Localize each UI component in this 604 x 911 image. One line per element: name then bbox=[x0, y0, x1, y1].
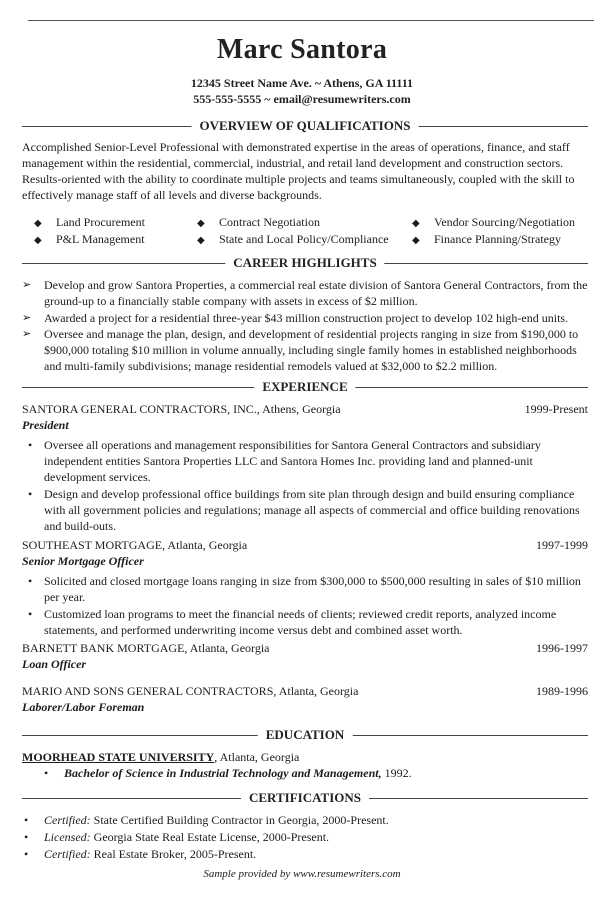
bullet-icon: • bbox=[44, 766, 49, 780]
overview-paragraph: Accomplished Senior-Level Professional with demonstrated expertise in the areas of operations, finance, and staff management within the residential, commercial, industrial, and retail land development and construction sectors. Results-oriented with the ability to coordinate multiple projects and teams simultaneously, coupled with the skill to effectively manage staff of all levels and diverse backgrounds. bbox=[22, 140, 575, 202]
education-institution bbox=[22, 749, 299, 765]
section-title: EXPERIENCE bbox=[254, 379, 355, 395]
company-name: MARIO AND SONS GENERAL CONTRACTORS, Atlanta, Georgia bbox=[22, 684, 359, 698]
arrow-bullet-icon: ➢ bbox=[22, 328, 32, 340]
section-title: OVERVIEW OF QUALIFICATIONS bbox=[192, 118, 419, 134]
diamond-bullet-icon: ◆ bbox=[412, 235, 420, 246]
phone-email-line: 555-555-5555 ~ email@resumewriters.com bbox=[193, 92, 411, 106]
skill-item: ◆ Land Procurement bbox=[34, 214, 145, 232]
section-experience-heading bbox=[22, 379, 588, 395]
diamond-bullet-icon: ◆ bbox=[197, 218, 205, 229]
top-rule bbox=[28, 20, 594, 21]
certification-item bbox=[22, 846, 256, 862]
job-dates: 1989-1996 bbox=[536, 684, 588, 698]
education-degree bbox=[44, 765, 412, 781]
skill-item: ◆ State and Local Policy/Compliance bbox=[197, 231, 389, 249]
skill-item: ◆ Finance Planning/Strategy bbox=[412, 231, 561, 249]
section-overview-heading bbox=[22, 118, 588, 134]
job-title: Loan Officer bbox=[22, 657, 87, 671]
career-highlight-item: ➢ Oversee and manage the plan, design, and development of residential projects ranging in size from $190,000 to $900,000 totaling $10 million in volume annually, including single family homes in established neighborhoods and multi-family subdivisions; manage residential remodels valued at $32,000 to $2.2 million. bbox=[22, 327, 579, 373]
diamond-bullet-icon: ◆ bbox=[197, 235, 205, 246]
bullet-icon: • bbox=[28, 487, 33, 501]
skill-item: ◆ P&L Management bbox=[34, 231, 145, 249]
diamond-bullet-icon: ◆ bbox=[34, 235, 42, 246]
bullet-icon: • bbox=[24, 847, 29, 861]
bullet-icon: • bbox=[28, 438, 33, 452]
job-bullet: • Customized loan programs to meet the financial needs of clients; reviewed credit reports, analyzed income statements, and performed underwriting income versus debt and combined asset worth. bbox=[28, 607, 557, 637]
skill-item: ◆ Contract Negotiation bbox=[197, 214, 320, 232]
degree-year: 1992. bbox=[381, 766, 412, 780]
career-highlight-item: ➢ Develop and grow Santora Properties, a commercial real estate division of Santora General Contractors, from the ground-up to a financially stable company with assets in excess of $2 million. bbox=[22, 278, 588, 308]
certification-text: State Certified Building Contractor in Georgia, 2000-Present. bbox=[93, 813, 389, 827]
certification-text: Real Estate Broker, 2005-Present. bbox=[93, 847, 257, 861]
address-line: 12345 Street Name Ave. ~ Athens, GA 11111 bbox=[190, 76, 414, 90]
job-bullet: • Solicited and closed mortgage loans ranging in size from $300,000 to $500,000 resulting in sales of $10 million per year. bbox=[28, 574, 581, 604]
bullet-icon: • bbox=[28, 607, 33, 621]
certification-text: Georgia State Real Estate License, 2000-Present. bbox=[93, 830, 330, 844]
job-dates: 1996-1997 bbox=[536, 641, 588, 655]
job-bullet: • Design and develop professional office buildings from site plan through design and build ensuring compliance with all government policies and regulations; manage all aspects of commercial and office building renovations and build-outs. bbox=[28, 487, 580, 533]
certification-item bbox=[22, 812, 389, 828]
arrow-bullet-icon: ➢ bbox=[22, 312, 32, 324]
job-dates: 1999-Present bbox=[524, 402, 588, 416]
certification-item bbox=[22, 829, 329, 845]
section-education-heading bbox=[22, 727, 588, 743]
career-highlight-item: ➢ Awarded a project for a residential three-year $43 million construction project to develop 102 high-end units. bbox=[22, 311, 569, 325]
university-location: , Atlanta, Georgia bbox=[214, 750, 300, 764]
section-title: CAREER HIGHLIGHTS bbox=[225, 255, 384, 271]
bullet-icon: • bbox=[24, 830, 29, 844]
diamond-bullet-icon: ◆ bbox=[412, 218, 420, 229]
company-name: SANTORA GENERAL CONTRACTORS, INC., Athens, Georgia bbox=[22, 402, 341, 416]
section-title: CERTIFICATIONS bbox=[241, 790, 369, 806]
company-name: SOUTHEAST MORTGAGE, Atlanta, Georgia bbox=[22, 538, 248, 552]
university-name: MOORHEAD STATE UNIVERSITY bbox=[22, 750, 215, 764]
candidate-name: Marc Santora bbox=[216, 34, 388, 65]
certification-label: Licensed: bbox=[44, 830, 91, 844]
arrow-bullet-icon: ➢ bbox=[22, 279, 32, 291]
job-bullet: • Oversee all operations and management responsibilities for Santora General Contractors and subsidiary independent entities Santora Properties LLC and Santora Homes Inc. providing land and planned-unit development services. bbox=[28, 438, 541, 484]
diamond-bullet-icon: ◆ bbox=[34, 218, 42, 229]
job-title: Senior Mortgage Officer bbox=[22, 554, 144, 568]
bullet-icon: • bbox=[28, 574, 33, 588]
company-name: BARNETT BANK MORTGAGE, Atlanta, Georgia bbox=[22, 641, 270, 655]
section-title: EDUCATION bbox=[258, 727, 353, 743]
job-title: Laborer/Labor Foreman bbox=[22, 700, 145, 714]
degree-name: Bachelor of Science in Industrial Technology and Management, bbox=[64, 766, 382, 780]
certification-label: Certified: bbox=[44, 847, 91, 861]
skill-item: ◆ Vendor Sourcing/Negotiation bbox=[412, 214, 575, 232]
bullet-icon: • bbox=[24, 813, 29, 827]
section-certifications-heading bbox=[22, 790, 588, 806]
job-dates: 1997-1999 bbox=[536, 538, 588, 552]
section-career-heading bbox=[22, 255, 588, 271]
sample-credit-footer: Sample provided by www.resumewriters.com bbox=[203, 868, 401, 880]
job-title: President bbox=[22, 418, 69, 432]
certification-label: Certified: bbox=[44, 813, 91, 827]
